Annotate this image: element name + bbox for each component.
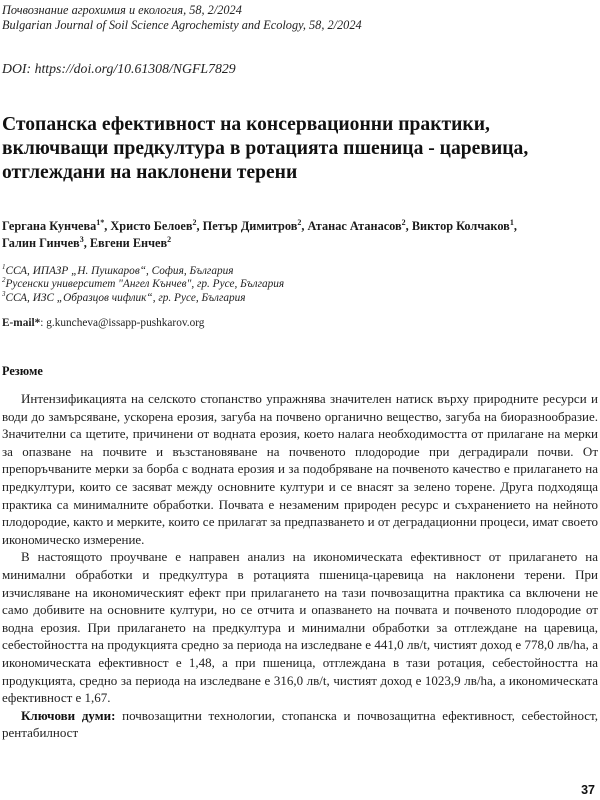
journal-name-bg: Почвознание агрохимия и екология, 58, 2/2024 <box>2 3 242 17</box>
author-list: Гергана Кунчева$^{1*}$, Христо Белоев$^2$, Петър Димитров$^2$, Атанас Атанасов$^2$, Виктор Колчаков$^1$, Галин Гинчев$^3$, Евгени Енчев$^2$ <box>2 217 517 250</box>
paper-title <box>2 113 596 185</box>
title-line: отглеждани на наклонени терени <box>2 162 298 183</box>
author-name: Евгени Енчев <box>89 236 168 250</box>
author-affiliation-mark: 1 <box>509 217 514 227</box>
abstract-paragraph: В настоящото проучване е направен анализ на икономическата ефективност от прилагането на минимални обработки и предкултура в ротацията пшеница-царевица на наклонени терени. При изчисляване на икономическият ефект при прилагането на тази почвозащитна практика са включени не само добивите на основните култури, но се отчита и опазването на почвата и почвеното плодородие от водна ерозия. При прилагането на предкултура и минимални обработки за отглеждане на царевица, себестойността на продукцията средно за периода на изследване е 441,0 лв/t, чистият доход е 778,0 лв/ha, а икономическата ефективност е 1,48, а при пшеница, отглеждана в тази ротация, себестойността на продукцията, средно за периода на изследване е 316,0 лв/t, чистият доход е 1023,9 лв/ha, а икономическата ефективност е 1,67. <box>2 549 598 706</box>
affiliation-item <box>2 265 284 278</box>
affiliation-item <box>2 289 284 305</box>
affiliation-number: 3 <box>2 289 6 298</box>
email-label: E-mail* <box>2 317 41 329</box>
affiliation-list <box>2 265 284 305</box>
author-name: Виктор Колчаков <box>411 219 510 233</box>
journal-header <box>2 3 362 33</box>
affiliation-number: 1 <box>2 263 6 272</box>
author-affiliation-mark: 2 <box>401 217 406 227</box>
email-address[interactable]: : g.kuncheva@issapp-pushkarov.org <box>40 317 205 329</box>
affiliation-text: ССА, ИЗС „Образцов чифлик“, гр. Русе, България <box>5 291 246 304</box>
contact-email <box>2 317 204 330</box>
affiliation-text: Русенски университет "Ангел Кънчев", гр. Русе, България <box>5 278 285 291</box>
author-name: Атанас Атанасов <box>307 219 402 233</box>
author-affiliation-mark: 1* <box>96 217 105 227</box>
author-affiliation-mark: 2 <box>192 217 197 227</box>
keywords-text: почвозащитни технологии, стопанска и почвозащитна ефективност, себестойност, рентабилност <box>2 707 598 741</box>
author-name: Христо Белоев <box>110 219 193 233</box>
abstract-heading: Резюме <box>2 364 43 378</box>
author-name: Гергана Кунчева <box>2 219 97 233</box>
affiliation-item <box>2 278 284 291</box>
affiliation-text: ССА, ИПАЗР „Н. Пушкаров“, София, България <box>5 265 234 277</box>
doi-link[interactable]: DOI: https://doi.org/10.61308/NGFL7829 <box>2 61 236 76</box>
author-name: Петър Димитров <box>202 219 298 233</box>
author-affiliation-mark: 2 <box>167 234 172 244</box>
author-name: Галин Гинчев <box>2 236 80 250</box>
author-affiliation-mark: 2 <box>297 217 302 227</box>
journal-name-en: Bulgarian Journal of Soil Science Agrochemisty and Ecology, 58, 2/2024 <box>2 18 362 32</box>
page-number: 37 <box>581 783 595 797</box>
abstract-body <box>2 390 598 742</box>
affiliation-number: 2 <box>2 276 6 285</box>
author-affiliation-mark: 3 <box>79 234 84 244</box>
abstract-paragraph: Интензификацията на селското стопанство упражнява значителен натиск върху природните ресурси и води до замърсяване, ускорена ерозия, загуба на почвено органично вещество, загуба на биоразнообразие. Значителни са щетите, причинени от водната ерозия, което налага необходимостта от прилагане на мерки за опазване на почвите и възстановяване на почвеното плодородие при деградирали почви. От препоръчваните мерки за борба с водната ерозия и за подобряване на почвеното качество е прилагането на предкултури, които се засяват между основните култури и се внасят за зелено торене. Друга подходяща практика са минималните обработки. Почвата е незаменим природен ресурс и съхранението на нейното плодородие, както и мерките, които се прилагат за предпазването и от деградационни процеси, имат своето икономическо измерение. <box>2 391 598 547</box>
keywords <box>2 707 598 742</box>
keywords-label: Ключови думи: <box>21 707 116 723</box>
title-line: включващи предкултура в ротацията пшеница - царевица, <box>2 138 529 159</box>
title-line: Стопанска ефективност на консервационни практики, <box>2 114 490 135</box>
